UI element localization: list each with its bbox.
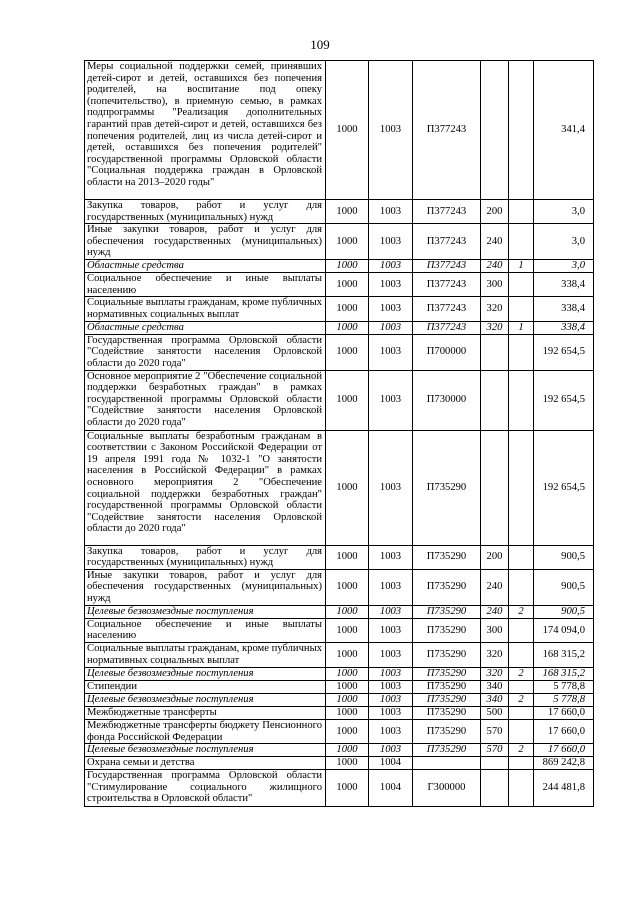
- expense-type-code: 240: [481, 605, 509, 618]
- table-row: [85, 61, 594, 200]
- section-code: 1000: [326, 605, 369, 618]
- amount: 341,4: [534, 61, 594, 200]
- section-code: 1000: [326, 693, 369, 706]
- funding-source-code: [509, 680, 534, 693]
- table-row: [85, 642, 594, 667]
- funding-source-code: 1: [509, 260, 534, 273]
- section-code: 1000: [326, 642, 369, 667]
- subsection-code: 1003: [369, 430, 413, 545]
- amount: 5 778,8: [534, 693, 594, 706]
- expense-type-code: [481, 334, 509, 370]
- section-code: 1000: [326, 680, 369, 693]
- expense-type-code: 570: [481, 719, 509, 743]
- amount: 900,5: [534, 545, 594, 569]
- section-code: 1000: [326, 334, 369, 370]
- expense-type-code: 320: [481, 321, 509, 334]
- row-name: Межбюджетные трансферты: [85, 706, 326, 719]
- section-code: 1000: [326, 706, 369, 719]
- expense-type-code: 200: [481, 545, 509, 569]
- target-article-code: Г300000: [413, 770, 481, 807]
- expense-type-code: 340: [481, 680, 509, 693]
- subsection-code: 1003: [369, 680, 413, 693]
- table-row: [85, 224, 594, 260]
- target-article-code: П377243: [413, 200, 481, 224]
- table-row: [85, 545, 594, 569]
- amount: 192 654,5: [534, 334, 594, 370]
- section-code: 1000: [326, 719, 369, 743]
- table-row: [85, 370, 594, 430]
- funding-source-code: [509, 200, 534, 224]
- table-row: [85, 757, 594, 770]
- subsection-code: 1003: [369, 618, 413, 642]
- expense-type-code: [481, 430, 509, 545]
- subsection-code: 1003: [369, 224, 413, 260]
- target-article-code: П735290: [413, 430, 481, 545]
- target-article-code: П377243: [413, 321, 481, 334]
- target-article-code: П735290: [413, 719, 481, 743]
- row-name: Межбюджетные трансферты бюджету Пенсионного фонда Российской Федерации: [85, 719, 326, 743]
- amount: 192 654,5: [534, 430, 594, 545]
- table-row: [85, 770, 594, 807]
- table-row: [85, 680, 594, 693]
- subsection-code: 1003: [369, 667, 413, 680]
- funding-source-code: [509, 273, 534, 297]
- amount: 168 315,2: [534, 667, 594, 680]
- expense-type-code: 340: [481, 693, 509, 706]
- table-row: [85, 430, 594, 545]
- target-article-code: П730000: [413, 370, 481, 430]
- section-code: 1000: [326, 430, 369, 545]
- funding-source-code: [509, 334, 534, 370]
- budget-table: [84, 60, 594, 807]
- amount: 3,0: [534, 200, 594, 224]
- section-code: 1000: [326, 61, 369, 200]
- funding-source-code: [509, 770, 534, 807]
- funding-source-code: [509, 757, 534, 770]
- subsection-code: 1003: [369, 297, 413, 321]
- target-article-code: П377243: [413, 273, 481, 297]
- table-row: [85, 273, 594, 297]
- amount: 244 481,8: [534, 770, 594, 807]
- target-article-code: П735290: [413, 569, 481, 605]
- funding-source-code: 1: [509, 321, 534, 334]
- section-code: 1000: [326, 770, 369, 807]
- expense-type-code: 240: [481, 569, 509, 605]
- row-name: Закупка товаров, работ и услуг для государственных (муниципальных) нужд: [85, 545, 326, 569]
- amount: 900,5: [534, 605, 594, 618]
- table-row: [85, 200, 594, 224]
- funding-source-code: [509, 545, 534, 569]
- page-number: 109: [310, 37, 330, 52]
- subsection-code: 1003: [369, 260, 413, 273]
- row-name: Государственная программа Орловской области "Содействие занятости населения Орловской области до 2020 года": [85, 334, 326, 370]
- amount: 5 778,8: [534, 680, 594, 693]
- table-row: [85, 260, 594, 273]
- subsection-code: 1003: [369, 334, 413, 370]
- table-row: [85, 693, 594, 706]
- subsection-code: 1004: [369, 770, 413, 807]
- section-code: 1000: [326, 224, 369, 260]
- section-code: 1000: [326, 744, 369, 757]
- target-article-code: П377243: [413, 224, 481, 260]
- funding-source-code: [509, 706, 534, 719]
- funding-source-code: 2: [509, 605, 534, 618]
- table-row: [85, 706, 594, 719]
- funding-source-code: 2: [509, 693, 534, 706]
- expense-type-code: 300: [481, 618, 509, 642]
- row-name: Стипендии: [85, 680, 326, 693]
- section-code: 1000: [326, 200, 369, 224]
- subsection-code: 1003: [369, 642, 413, 667]
- target-article-code: П735290: [413, 706, 481, 719]
- expense-type-code: 300: [481, 273, 509, 297]
- expense-type-code: 320: [481, 667, 509, 680]
- funding-source-code: [509, 61, 534, 200]
- subsection-code: 1003: [369, 744, 413, 757]
- table-body: [85, 61, 594, 807]
- target-article-code: П735290: [413, 618, 481, 642]
- amount: 3,0: [534, 224, 594, 260]
- target-article-code: П735290: [413, 667, 481, 680]
- table-row: [85, 605, 594, 618]
- subsection-code: 1003: [369, 569, 413, 605]
- subsection-code: 1003: [369, 273, 413, 297]
- amount: 192 654,5: [534, 370, 594, 430]
- amount: 168 315,2: [534, 642, 594, 667]
- expense-type-code: 200: [481, 200, 509, 224]
- row-name: Целевые безвозмездные поступления: [85, 693, 326, 706]
- target-article-code: П735290: [413, 605, 481, 618]
- amount: 338,4: [534, 297, 594, 321]
- table-row: [85, 334, 594, 370]
- amount: 869 242,8: [534, 757, 594, 770]
- amount: 174 094,0: [534, 618, 594, 642]
- row-name: Целевые безвозмездные поступления: [85, 605, 326, 618]
- row-name: Целевые безвозмездные поступления: [85, 667, 326, 680]
- expense-type-code: 320: [481, 297, 509, 321]
- section-code: 1000: [326, 297, 369, 321]
- row-name: Областные средства: [85, 260, 326, 273]
- row-name: Социальные выплаты гражданам, кроме публичных нормативных социальных выплат: [85, 297, 326, 321]
- row-name: Социальное обеспечение и иные выплаты населению: [85, 273, 326, 297]
- section-code: 1000: [326, 757, 369, 770]
- subsection-code: 1003: [369, 693, 413, 706]
- table-row: [85, 667, 594, 680]
- expense-type-code: 570: [481, 744, 509, 757]
- section-code: 1000: [326, 545, 369, 569]
- amount: 338,4: [534, 321, 594, 334]
- expense-type-code: [481, 770, 509, 807]
- row-name: Иные закупки товаров, работ и услуг для обеспечения государственных (муниципальных) нужд: [85, 569, 326, 605]
- target-article-code: П377243: [413, 297, 481, 321]
- subsection-code: 1003: [369, 605, 413, 618]
- section-code: 1000: [326, 370, 369, 430]
- funding-source-code: [509, 642, 534, 667]
- funding-source-code: [509, 719, 534, 743]
- expense-type-code: 240: [481, 260, 509, 273]
- expense-type-code: 320: [481, 642, 509, 667]
- target-article-code: П735290: [413, 744, 481, 757]
- section-code: 1000: [326, 321, 369, 334]
- expense-type-code: 240: [481, 224, 509, 260]
- target-article-code: П377243: [413, 260, 481, 273]
- funding-source-code: [509, 430, 534, 545]
- funding-source-code: [509, 297, 534, 321]
- row-name: Государственная программа Орловской области "Стимулирование социального жилищного строительства в Орловской области": [85, 770, 326, 807]
- subsection-code: 1003: [369, 706, 413, 719]
- amount: 3,0: [534, 260, 594, 273]
- subsection-code: 1003: [369, 61, 413, 200]
- subsection-code: 1003: [369, 370, 413, 430]
- row-name: Социальные выплаты безработным гражданам в соответствии с Законом Российской Федерации от 19 апреля 1991 года № 1032-1 "О занятости населения в Российской Федерации" в рамках основного мероприятия 2 "Обеспечение социальной поддержки безработных граждан" государственной программы Орловской области "Содействие занятости населения Орловской области до 2020 года": [85, 430, 326, 545]
- target-article-code: [413, 757, 481, 770]
- target-article-code: П735290: [413, 680, 481, 693]
- row-name: Иные закупки товаров, работ и услуг для обеспечения государственных (муниципальных) нужд: [85, 224, 326, 260]
- table-row: [85, 744, 594, 757]
- row-name: Социальные выплаты гражданам, кроме публичных нормативных социальных выплат: [85, 642, 326, 667]
- target-article-code: П735290: [413, 642, 481, 667]
- table-row: [85, 719, 594, 743]
- funding-source-code: 2: [509, 744, 534, 757]
- section-code: 1000: [326, 260, 369, 273]
- section-code: 1000: [326, 569, 369, 605]
- subsection-code: 1003: [369, 200, 413, 224]
- subsection-code: 1004: [369, 757, 413, 770]
- subsection-code: 1003: [369, 321, 413, 334]
- section-code: 1000: [326, 273, 369, 297]
- expense-type-code: 500: [481, 706, 509, 719]
- funding-source-code: [509, 569, 534, 605]
- amount: 338,4: [534, 273, 594, 297]
- amount: 17 660,0: [534, 744, 594, 757]
- table-row: [85, 618, 594, 642]
- expense-type-code: [481, 370, 509, 430]
- section-code: 1000: [326, 667, 369, 680]
- target-article-code: П377243: [413, 61, 481, 200]
- row-name: Основное мероприятие 2 "Обеспечение социальной поддержки безработных граждан" в рамках государственной программы Орловской области "Содействие занятости населения Орловской области до 2020 года": [85, 370, 326, 430]
- row-name: Закупка товаров, работ и услуг для государственных (муниципальных) нужд: [85, 200, 326, 224]
- funding-source-code: 2: [509, 667, 534, 680]
- row-name: Меры социальной поддержки семей, принявших детей-сирот и детей, оставшихся без попечения родителей, на воспитание под опеку (попечительство), в приемную семью, в рамках подпрограммы "Реализация дополнительных гарантий прав детей-сирот и детей, оставшихся без попечения родителей, лиц из числа детей-сирот и детей, оставшихся без попечения родителей" государственной программы Орловской области "Социальная поддержка граждан в Орловской области на 2013–2020 годы": [85, 61, 326, 200]
- funding-source-code: [509, 370, 534, 430]
- row-name: Целевые безвозмездные поступления: [85, 744, 326, 757]
- target-article-code: П735290: [413, 693, 481, 706]
- subsection-code: 1003: [369, 719, 413, 743]
- expense-type-code: [481, 757, 509, 770]
- funding-source-code: [509, 618, 534, 642]
- table-row: [85, 569, 594, 605]
- target-article-code: П700000: [413, 334, 481, 370]
- amount: 17 660,0: [534, 719, 594, 743]
- row-name: Областные средства: [85, 321, 326, 334]
- row-name: Охрана семьи и детства: [85, 757, 326, 770]
- row-name: Социальное обеспечение и иные выплаты населению: [85, 618, 326, 642]
- target-article-code: П735290: [413, 545, 481, 569]
- funding-source-code: [509, 224, 534, 260]
- table-row: [85, 297, 594, 321]
- expense-type-code: [481, 61, 509, 200]
- table-row: [85, 321, 594, 334]
- subsection-code: 1003: [369, 545, 413, 569]
- amount: 900,5: [534, 569, 594, 605]
- amount: 17 660,0: [534, 706, 594, 719]
- section-code: 1000: [326, 618, 369, 642]
